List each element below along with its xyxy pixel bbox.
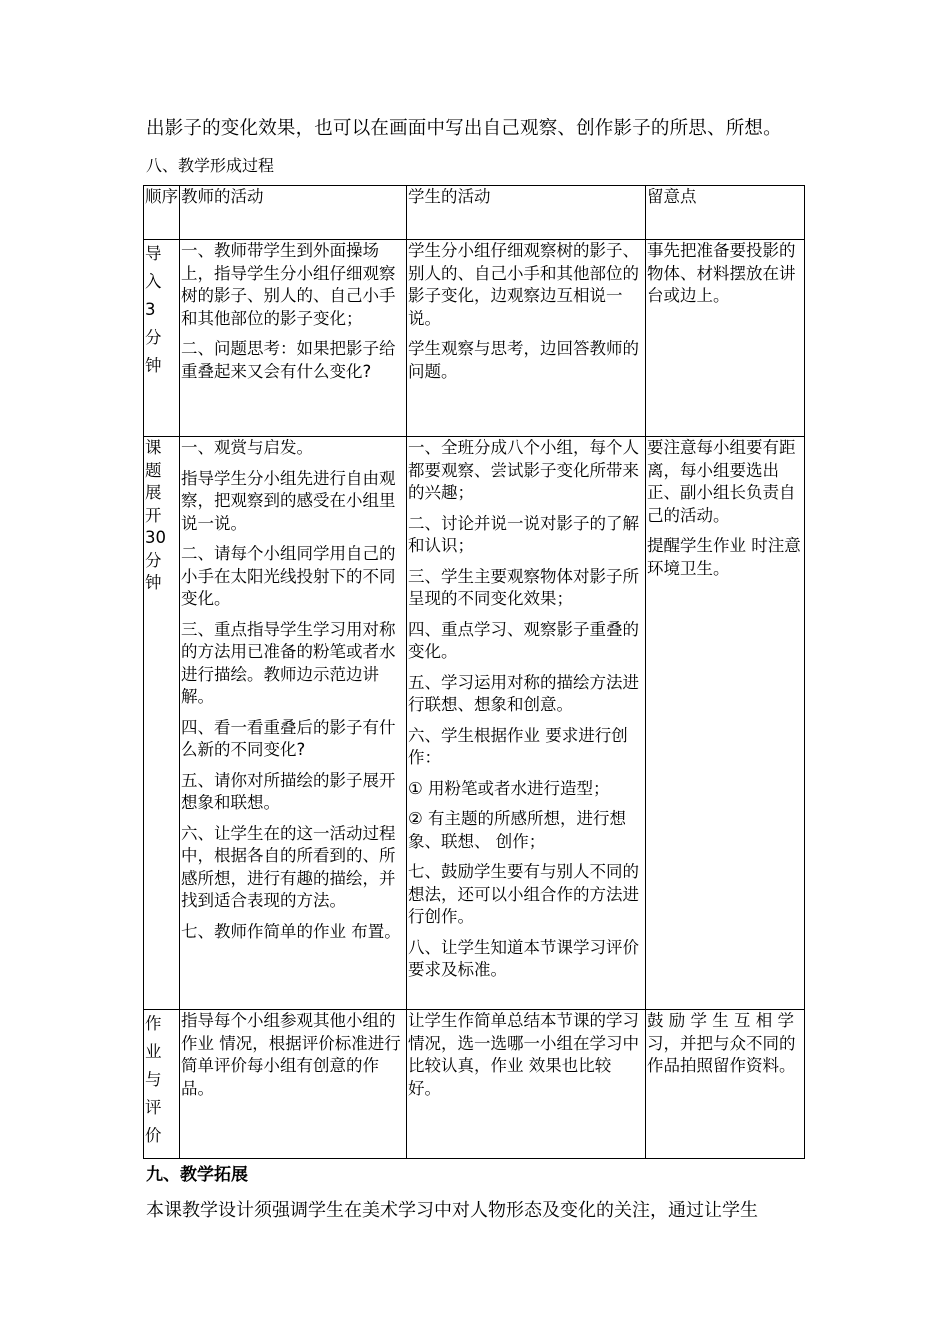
table-row (144, 1010, 805, 1159)
section-9-heading: 九、教学拓展 (146, 1165, 248, 1185)
teaching-process-table (143, 185, 805, 1159)
student-activity-cell: 让学生作简单总结本节课的学习情况，选一选哪一小组在学习中比较认真，作业 效果也比较好。 (407, 1010, 646, 1159)
row-seq-homework: 作 业 与 评 价 (144, 1010, 180, 1159)
header-student: 学生的活动 (407, 186, 646, 240)
student-activity-cell: 学生分小组仔细观察树的影子、别人的、自己小手和其他部位的影子变化，边观察边互相说一说。 学生观察与思考，边回答教师的问题。 (407, 240, 646, 437)
teacher-activity-cell: 一、教师带学生到外面操场上，指导学生分小组仔细观察树的影子、别人的、自己小手和其他部位的影子变化； 二、问题思考：如果把影子给重叠起来又会有什么变化? (180, 240, 407, 437)
table-row (144, 240, 805, 437)
notes-cell: 要注意每小组要有距离，每小组要选出正、副小组长负责自己的活动。 提醒学生作业 时注意环境卫生。 (646, 437, 805, 1010)
header-seq: 顺序 (144, 186, 180, 240)
table-row (144, 437, 805, 1010)
table-header-row (144, 186, 805, 240)
teacher-activity-cell: 一、观赏与启发。 指导学生分小组先进行自由观察，把观察到的感受在小组里说一说。 二、请每个小组同学用自己的小手在太阳光线投射下的不同变化。 三、重点指导学生学习用对称的方法用已准备的粉笔或者水进行描绘。教师边示范边讲解。 四、看一看重叠后的影子有什么新的不同变化? 五、请你对所描绘的影子展开想象和联想。 六、让学生在的这一活动过程 中，根据各自的所看到的、所感所想，进行有趣的描绘，并找到适合表现的方法。 七、教师作简单的作业 布置。 (180, 437, 407, 1010)
notes-cell: 鼓 励 学 生 互 相 学习，并把与众不同的作品拍照留作资料。 (646, 1010, 805, 1159)
header-teacher: 教师的活动 (180, 186, 407, 240)
notes-cell: 事先把准备要投影的物体、材料摆放在讲台或边上。 (646, 240, 805, 437)
intro-text-line: 出影子的变化效果，也可以在画面中写出自己观察、创作影子的所思、所想。 (146, 118, 782, 139)
student-activity-cell: 一、全班分成八个小组，每个人都要观察、尝试影子变化所带来的兴趣； 二、讨论并说一说对影子的了解和认识； 三、学生主要观察物体对影子所呈现的不同变化效果； 四、重点学习、观察影子重叠的变化。 五、学习运用对称的描绘方法进行联想、想象和创意。 六、学生根据作业 要求进行创作： ① 用粉笔或者水进行造型； ② 有主题的所感所想，进行想象、联想、 创作； 七、鼓励学生要有与别人不同的想法，还可以小组合作的方法进行创作。 八、让学生知道本节课学习评价要求及标准。 (407, 437, 646, 1010)
teacher-activity-cell: 指导每个小组参观其他小组的作业 情况，根据评价标准进行简单评价每小组有创意的作品。 (180, 1010, 407, 1159)
section-9-paragraph: 本课教学设计须强调学生在美术学习中对人物形态及变化的关注，通过让学生 (146, 1200, 758, 1221)
section-8-heading: 八、教学形成过程 (146, 156, 275, 175)
header-notes: 留意点 (646, 186, 805, 240)
row-seq-main: 课 题 展 开 30 分 钟 (144, 437, 180, 1010)
row-seq-intro: 导 入 3 分 钟 (144, 240, 180, 437)
